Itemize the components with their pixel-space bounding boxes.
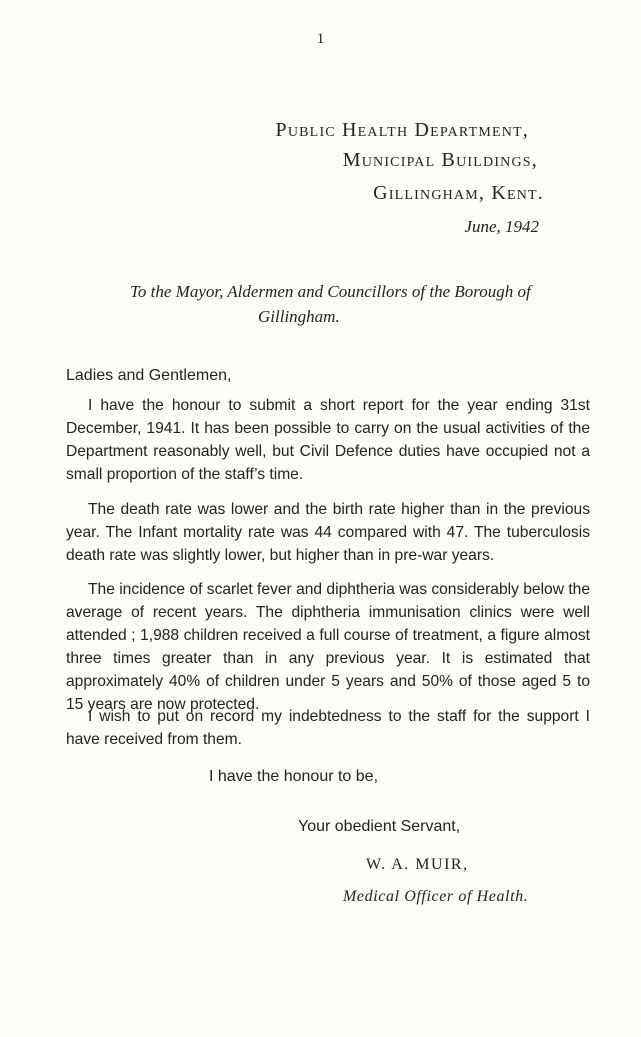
addressee-line-2: Gillingham. xyxy=(258,307,340,326)
addressee-line-1: To the Mayor, Aldermen and Councillors of the Borough of xyxy=(130,282,531,301)
address-line-buildings: Municipal Buildings, xyxy=(342,149,538,171)
closing-line-2: Your obedient Servant, xyxy=(298,818,461,835)
paragraph-acknowledgement: I wish to put on record my indebtedness to the staff for the support I have received from them. xyxy=(66,708,590,748)
letter-date: June, 1942 xyxy=(464,217,539,236)
paragraph-scarlet-fever-diphtheria: The incidence of scarlet fever and diphtheria was considerably below the average of recent years. The diphtheria immunisation clinics were well attended ; 1,988 children received a full course of treatment, a figure almost three times greater than in any previous year. It is estimated that approximately 40% of children under 5 years and 50% of those aged 5 to 15 years are now protected. xyxy=(66,581,590,713)
paragraph-report-intro: I have the honour to submit a short report for the year ending 31st December, 1941. It has been possible to carry on the usual activities of the Department reasonably well, but Civil Defence duties have occupied not a small proportion of the staff’s time. xyxy=(66,397,590,483)
closing-line-1: I have the honour to be, xyxy=(209,768,379,785)
salutation: Ladies and Gentlemen, xyxy=(66,367,232,384)
address-line-town: Gillingham, Kent. xyxy=(373,182,544,204)
signature-title: Medical Officer of Health. xyxy=(343,888,529,905)
page-number: 1 xyxy=(316,31,325,47)
address-line-department: Public Health Department, xyxy=(275,119,529,141)
paragraph-death-birth-rates: The death rate was lower and the birth rate higher than in the previous year. The Infant mortality rate was 44 compared with 47. The tuberculosis death rate was slightly lower, but higher than in pre-war years. xyxy=(66,501,590,564)
signature-name: W. A. MUIR, xyxy=(366,856,469,873)
